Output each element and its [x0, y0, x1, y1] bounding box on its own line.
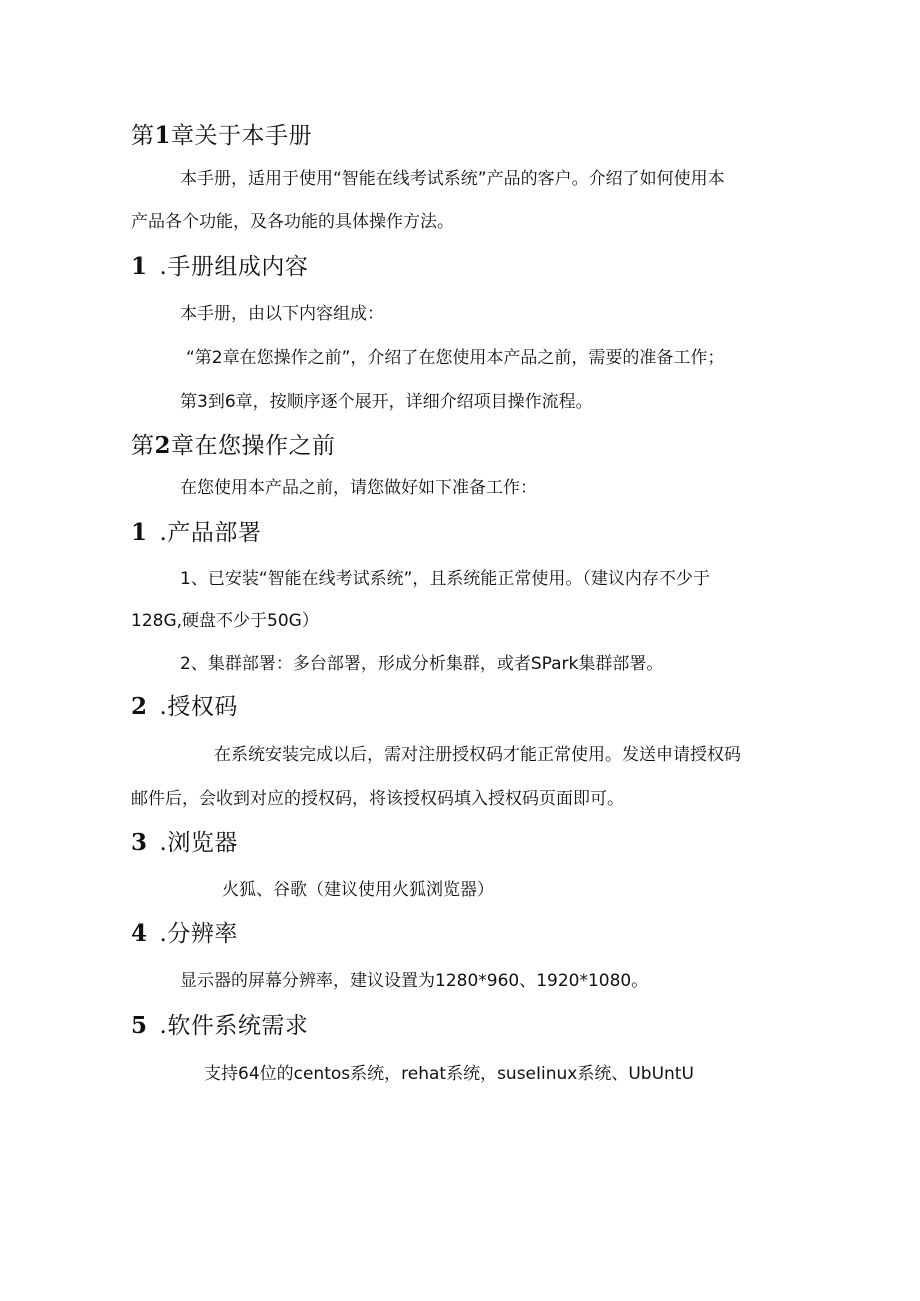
chapter-2-heading-number: 2: [154, 432, 172, 459]
section-number: 1: [131, 519, 148, 546]
chapter-1-heading-text: 章关于本手册: [171, 123, 313, 149]
paragraph-line: 火狐、谷歌（建议使用火狐浏览器）: [222, 880, 494, 900]
paragraph-line: “第2章在您操作之前”，介绍了在您使用本产品之前，需要的准备工作；: [186, 348, 725, 368]
section-title: .浏览器: [159, 830, 238, 856]
paragraph-line: 1、已安装“智能在线考试系统”，且系统能正常使用。（建议内存不少于: [180, 569, 710, 589]
paragraph-line: 在系统安装完成以后，需对注册授权码才能正常使用。发送申请授权码: [214, 745, 741, 765]
section-title: .授权码: [159, 694, 238, 720]
section-title: .分辨率: [159, 921, 238, 947]
section-heading-license-code: [131, 695, 238, 719]
section-heading-resolution: [131, 922, 238, 946]
section-number: 4: [131, 920, 148, 947]
paragraph-line: 支持64位的centos系统，rehat系统，suseIinux系统、UbUntU: [204, 1064, 694, 1084]
section-number: 1: [131, 253, 148, 280]
paragraph-line: 邮件后，会收到对应的授权码，将该授权码填入授权码页面即可。: [131, 789, 624, 809]
section-title: .手册组成内容: [159, 254, 309, 280]
chapter-1-intro-line-1: 本手册，适用于使用“智能在线考试系统”产品的客户。介绍了如何使用本: [180, 169, 725, 189]
chapter-2-heading-text: 章在您操作之前: [171, 433, 336, 459]
section-heading-software-requirements: [131, 1014, 308, 1038]
paragraph-line: 本手册，由以下内容组成：: [180, 304, 384, 324]
paragraph-line: 第3到6章，按顺序逐个展开，详细介绍项目操作流程。: [180, 392, 593, 412]
paragraph-line: 128G,硬盘不少于50G）: [131, 611, 319, 631]
section-heading-browser: [131, 831, 238, 855]
chapter-1-intro-line-2: 产品各个功能，及各功能的具体操作方法。: [131, 212, 454, 232]
chapter-2-heading-prefix: 第: [131, 433, 155, 459]
section-title: .软件系统需求: [159, 1013, 309, 1039]
section-heading-manual-contents: [131, 255, 308, 279]
section-number: 2: [131, 693, 148, 720]
section-heading-product-deployment: [131, 521, 261, 545]
chapter-2-intro-line-1: 在您使用本产品之前，请您做好如下准备工作：: [180, 478, 537, 498]
paragraph-line: 显示器的屏幕分辨率，建议设置为1280*960、1920*1080。: [180, 971, 649, 991]
section-number: 3: [131, 829, 148, 856]
section-number: 5: [131, 1012, 148, 1039]
section-title: .产品部署: [159, 520, 262, 546]
chapter-2-heading: [131, 434, 336, 458]
chapter-1-heading-number: 1: [154, 122, 172, 149]
paragraph-line: 2、集群部署：多台部署，形成分析集群，或者SPark集群部署。: [180, 654, 664, 674]
chapter-1-heading: [131, 124, 312, 148]
chapter-1-heading-prefix: 第: [131, 123, 155, 149]
